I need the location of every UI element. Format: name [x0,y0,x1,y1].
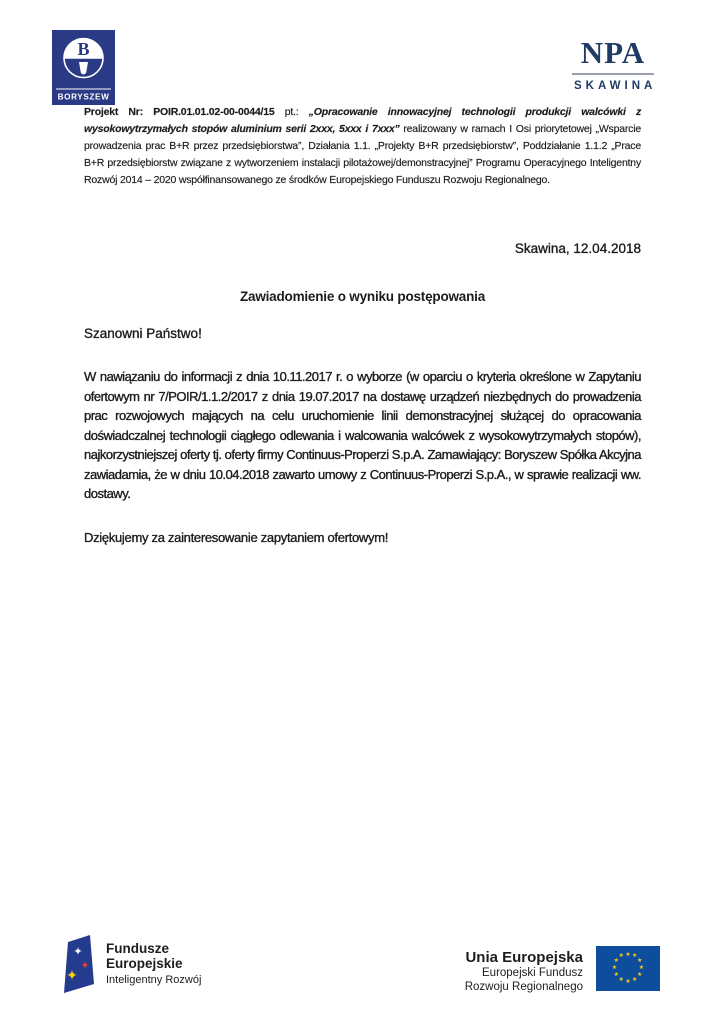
fe-logo [62,934,201,994]
eu-star-icon: ★ [618,953,624,960]
closing-line: Dziękujemy za zainteresowanie zapytaniem ofertowym! [84,530,389,545]
project-number: Projekt Nr: POIR.01.01.02-00-0044/15 [84,106,275,118]
fe-logo-line1: Fundusze [106,941,169,956]
eu-star-icon: ★ [618,976,624,983]
intro-plain-1: pt.: [274,106,309,118]
fe-star-white-icon: ✦ [73,946,83,958]
salutation: Szanowni Państwo! [84,326,202,341]
eu-star-icon: ★ [625,978,631,985]
letter-title: Zawiadomienie o wyniku postępowania [239,289,486,304]
eu-star-icon: ★ [638,965,645,971]
npa-logo [571,36,655,92]
eu-logo [465,946,660,994]
eu-logo-line3: Rozwoju Regionalnego [464,980,583,993]
fe-flag-icon [62,934,96,994]
eu-logo-text [465,946,583,994]
eu-star-icon: ★ [632,976,638,983]
dateline: Skawina, 12.04.2018 [514,241,641,256]
fe-star-yellow-icon: ✦ [66,967,78,983]
eu-star-icon: ★ [636,971,643,978]
eu-star-icon: ★ [613,958,619,965]
eu-star-icon: ★ [613,971,619,978]
project-title-quote: „Opracowanie innowacyjnej technologii produkcji walcówki z wysokowytrzymałych stopów aluminium serii 2xxx, 5xxx i 7xxx” [84,106,641,135]
project-intro-paragraph [84,104,641,189]
npa-logo-subtitle: SKAWINA [574,80,657,92]
fe-logo-text [106,941,201,987]
npa-logo-name: NPA [580,35,646,70]
fe-logo-line2: Europejskie [106,956,183,971]
fe-star-red-icon: ✦ [80,960,90,972]
boryszew-emblem-letter: B [77,39,90,59]
boryszew-emblem-icon [52,30,115,105]
eu-star-icon: ★ [636,958,643,965]
letter-body: W nawiązaniu do informacji z dnia 10.11.2017 r. o wyborze (w oparciu o kryteria określone w Zapytaniu ofertowym nr 7/POIR/1.1.2/2017 z dnia 19.07.2017 na dostawę urządzeń niezbędnych do prowadzenia prac rozwojowych mających na celu uruchomienie linii demonstracyjnej służącej do opracowania doświadczalnej technologii ciągłego odlewania i walcowania walcówek z wysokowytrzymałych stopów), najkorzystniejszej oferty tj. oferty firmy Continuus-Properzi S.p.A. Zamawiający: Boryszew Spółka Akcyjna zawiadamia, że w dniu 10.04.2018 zawarto umowy z Continuus-Properzi S.p.A., w sprawie realizacji ww. dostawy. [84,369,641,501]
eu-logo-line1: Unia Europejska [465,949,583,966]
eu-star-icon: ★ [632,953,638,960]
boryszew-logo [52,30,115,110]
eu-logo-line2: Europejski Fundusz [482,967,583,979]
npa-logo-divider [572,73,654,75]
intro-plain-2: realizowany w ramach I Osi priorytetowej „Wsparcie prowadzenia prac B+R przez przedsiębiorstwa”, Działania 1.1. „Projekty B+R przedsiębiorstw”, Poddziałanie 1.1.2 „Prace B+R przedsiębiorstw związane z wytworzeniem instalacji pilotażowej/demonstracyjnej” Programu Operacyjnego Inteligentny Rozwój 2014 – 2020 współfinansowanego ze środków Europejskiego Funduszu Rozwoju Regionalnego. [84,123,641,186]
fe-logo-line3: Inteligentny Rozwój [106,974,202,986]
boryszew-logo-label: BORYSZEW [57,92,110,102]
eu-star-icon: ★ [625,951,631,958]
eu-flag-icon [596,946,660,991]
eu-star-icon: ★ [611,965,618,971]
